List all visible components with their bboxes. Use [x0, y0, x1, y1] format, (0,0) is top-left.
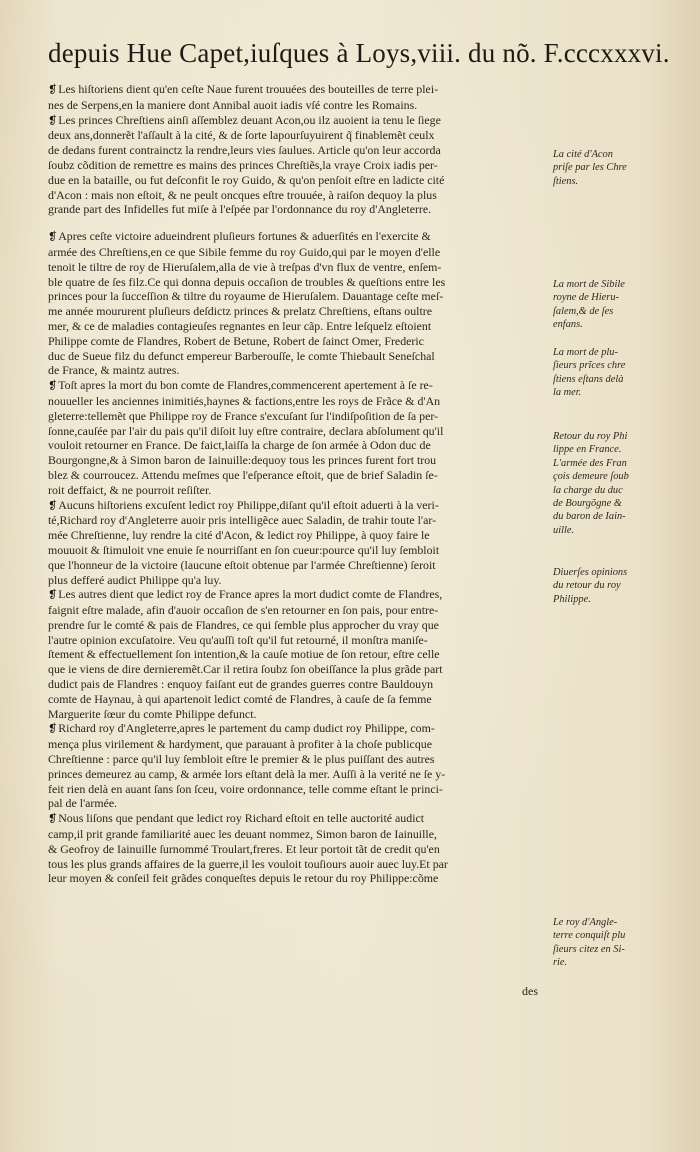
text-line: pal de l'armée.	[48, 796, 118, 811]
note-line: ſieurs prĩces chre	[553, 360, 626, 372]
paragraph-5	[48, 498, 548, 588]
text-line: Aucuns hiſtoriens excuſent ledict roy Philippe,diſant qu'il eſtoit aduerti à la veri-	[58, 497, 439, 512]
text-line: mée Chreſtienne, luy rendre la cité d'Acon, & ledict roy Philippe, à quoy faire le	[48, 528, 430, 543]
note-line: lippe en France.	[553, 444, 622, 456]
text-line: Apres ceſte victoire adueindrent pluſieurs fortunes & aduerſités en l'exercite &	[58, 229, 431, 244]
text-line: & Geofroy de Iainuille ſurnommé Troulart,freres. Et leur portoit tãt de credit qu'en	[48, 841, 440, 856]
text-line: grande part des Infidelles fut miſe à l'eſpée par l'ordonnance du roy d'Angleterre.	[48, 202, 432, 217]
text-line: ſonne,cauſée par l'air du pais qu'il diſoit luy eſtre contraire, declara abſolument qu'il	[48, 423, 444, 438]
text-line: mouuoit & ſtimuloit vne enuie ſe nourriſſant en ſon cueur:pource qu'il luy ſembloit	[48, 542, 440, 557]
text-line: tous les plus grands affaires de la guerre,il les vouloit touſiours auoir auec luy.Et par	[48, 856, 448, 871]
note-line: de Bourgõgne &	[553, 498, 622, 510]
text-line: Toſt apres la mort du bon comte de Flandres,commencerent apertement à ſe re-	[58, 378, 433, 393]
note-line: ſtiens.	[553, 175, 579, 187]
note-line: çois demeure ſoub	[553, 471, 629, 483]
margin-note-opinions	[553, 566, 678, 606]
pilcrow-icon: ❡	[48, 84, 58, 96]
text-line: Nous liſons que pendant que ledict roy Richard eſtoit en telle auctorité audict	[58, 811, 425, 826]
text-line: Bourgongne,& à Simon baron de Iainuille:dequoy tous les princes furent fort trou	[48, 453, 437, 468]
main-text-column	[48, 82, 548, 886]
note-line: ſtiens eſtans delà	[553, 373, 624, 385]
text-line: nes de Serpens,en la maniere dont Annibal auoit iadis vſé contre les Romains.	[48, 97, 418, 112]
note-line: rie.	[553, 957, 568, 969]
text-line: l'autre opinion excuſatoire. Veu qu'auſſi toſt qu'il fut retourné, il monſtra maniſe-	[48, 632, 428, 647]
note-line: enfans.	[553, 319, 583, 331]
margin-note-princes	[553, 346, 678, 400]
text-line: me année moururent pluſieurs deſdictz princes & prelatz Chreſtiens, eſtans oultre	[48, 304, 433, 319]
note-line: L'armée des Fran	[553, 457, 627, 469]
paragraph-2	[48, 113, 548, 218]
note-line: ſieurs citez en Si-	[553, 943, 625, 955]
paragraph-6	[48, 587, 548, 721]
pilcrow-icon: ❡	[48, 589, 58, 602]
text-line: té,Richard roy d'Angleterre auoir pris intelligẽce auec Saladin, de trahir toute l'ar-	[48, 513, 437, 528]
text-line: de dedans furent contrainctz la rendre,leurs vies ſaulues. Article qu'on leur accorda	[48, 143, 441, 158]
text-line: comte de Haynau, à qui apartenoit ledict comté de Flandres, à cauſe de ſa femme	[48, 691, 432, 706]
running-header: depuis Hue Capet,iuſques à Loys,viii. du nõ. F.cccxxxvi.	[48, 38, 670, 68]
catchword: des	[522, 984, 538, 998]
text-line: camp,il prit grande familiarité auec les deuant nommez, Simon baron de Iainuille,	[48, 827, 437, 842]
text-line: Les autres dient que ledict roy de France apres la mort dudict comte de Flandres,	[58, 587, 443, 602]
pilcrow-icon: ❡	[48, 813, 58, 826]
paragraph-1	[48, 82, 548, 113]
note-line: uille.	[553, 524, 575, 536]
note-line: ſalem,& de ſes	[553, 305, 614, 317]
text-line: que l'honneur de la victoire (laucune eſtoit obtenue par l'armée Chreſtienne) ſeroit	[48, 557, 436, 572]
text-line: de France, & maintz autres.	[48, 363, 180, 378]
text-line: Philippe comte de Flandres, Robert de Betune, Robert de ſainct Omer, Frederic	[48, 333, 424, 348]
text-line: gleterre:tellemẽt que Philippe roy de France s'excuſant ſur l'indiſpoſition de ſa per-	[48, 408, 439, 423]
note-line: Le roy d'Angle-	[553, 917, 618, 928]
note-line: Diuerſes opinions	[553, 567, 628, 578]
text-line: Richard roy d'Angleterre,apres le partement du camp dudict roy Philippe, com-	[58, 721, 435, 736]
note-line: Philippe.	[553, 593, 591, 605]
text-line: nouueller les anciennes inimitiés,haynes & factions,entre les roys de Frãce & d'An	[48, 393, 441, 408]
text-line: ble quatre de ſes filz.Ce qui donna depuis occaſion de troubles & queſtions entre les	[48, 274, 446, 289]
text-line: roit deffaict, & ne pourroit reſiſter.	[48, 482, 212, 497]
pilcrow-icon: ❡	[48, 723, 58, 736]
text-line: duc de Sueue filz du defunct empereur Barberouſſe, le comte Thiebault Seneſchal	[48, 348, 435, 363]
note-line: royne de Hieru-	[553, 292, 619, 304]
note-line: du retour du roy	[553, 580, 621, 592]
text-line: leur moyen & conſeil feit grãdes conqueſtes depuis le retour du roy Philippe:cõme	[48, 871, 439, 886]
note-line: priſe par les Chre	[553, 162, 627, 174]
note-line: du baron de Iain-	[553, 511, 626, 523]
text-line: due en la bataille, ou fut deſconfit le roy Guido, & qu'on penſoit eſtre en ladicte cité	[48, 172, 445, 187]
note-line: La mort de plu-	[553, 347, 618, 358]
text-line: tenoit le tiltre de roy de Hieruſalem,alla de vie à treſpas d'vn flux de ventre, enſem-	[48, 259, 442, 274]
text-line: feit rien delà en auant ſans ſon ſceu, voire ordonnance, telle comme eſtant le princi-	[48, 781, 443, 796]
paragraph-4	[48, 378, 548, 497]
pilcrow-icon: ❡	[48, 380, 58, 393]
pilcrow-icon: ❡	[48, 499, 58, 512]
note-line: la mer.	[553, 387, 582, 399]
note-line: La cité d'Acon	[553, 149, 613, 160]
note-line: terre conquiſt plu	[553, 930, 626, 942]
paragraph-3	[48, 229, 548, 378]
pilcrow-icon: ❡	[48, 114, 58, 127]
margin-note-sibile	[553, 278, 678, 332]
text-line: Les princes Chreſtiens ainſi aſſemblez deuant Acon,ou ilz auoient ia tenu le ſiege	[58, 112, 441, 127]
paragraph-8	[48, 811, 548, 886]
text-line: princes pour la ſucceſſion & tiltre du royaume de Hieruſalem. Dauantage ceſte meſ-	[48, 289, 444, 304]
text-line: mença plus virilement & hardyment, que parauant à profiter à la choſe publicque	[48, 737, 432, 752]
text-line: armée des Chreſtiens,en ce que Sibile femme du roy Guido,qui par le moyen d'elle	[48, 244, 441, 259]
text-line: d'Acon : mais non eſtoit, & ne peult oncques eſtre trouuée, à raiſon dequoy la plus	[48, 187, 437, 202]
pilcrow-icon: ❡	[48, 231, 58, 244]
text-line: deux ans,donnerẽt l'aſſault à la cité, & de ſorte lapourſuyuirent q̃ finablemẽt ceulx	[48, 128, 435, 143]
margin-note-acon	[553, 148, 678, 188]
note-line: la charge du duc	[553, 484, 623, 496]
text-line: blez & courroucez. Attendu meſmes que l'eſperance eſtoit, que de brief Saladin ſe-	[48, 467, 438, 482]
text-line: faignit eſtre malade, afin d'auoir occaſion de s'en retourner en ſon pais, pour entre-	[48, 603, 439, 618]
text-line: Chreſtienne : parce qu'il luy ſembloit eſtre le premier & le plus puiſſant des autres	[48, 752, 435, 767]
text-line: que ie viens de dire dernieremẽt.Car il retira ſoubz ſon obeiſſance la plus grãde part	[48, 662, 443, 677]
text-line: ſtement & effectuellement ſon intention,& la cauſe motiue de ſon retour, eſtre celle	[48, 647, 440, 662]
text-line: mer, & ce de maladies contagieuſes regnantes en leur cãp. Entre leſquelz eſtoient	[48, 318, 432, 333]
margin-note-angleterre	[553, 916, 678, 970]
text-line: dudict pais de Flandres : enquoy faiſant eut de grandes guerres contre Bauldouyn	[48, 677, 434, 692]
text-line: ſoubz cõdition de remettre es mains des princes Chreſtiẽs,la vraye Croix iadis per-	[48, 157, 438, 172]
margin-note-retour	[553, 430, 678, 537]
text-line: princes demeurez au camp, & armée lors eſtant delà la mer. Auſſi à la verité ne ſe y-	[48, 766, 446, 781]
text-line: prendre ſur le comté & pais de Flandres, ce qui ſemble plus approcher du vray que	[48, 617, 439, 632]
text-line: Marguerite ſœur du comte Philippe defunct.	[48, 706, 257, 721]
text-line: plus defferé audict Philippe qu'a luy.	[48, 572, 222, 587]
note-line: La mort de Sibile	[553, 279, 625, 290]
paragraph-7	[48, 721, 548, 811]
text-line: vouloit retourner en France. De faict,laiſſa la charge de ſon armée à Odon duc de	[48, 438, 431, 453]
note-line: Retour du roy Phi	[553, 431, 628, 442]
text-line: Les hiſtoriens dient qu'en ceſte Naue furent trouuées des bouteilles de terre plei-	[58, 82, 439, 96]
